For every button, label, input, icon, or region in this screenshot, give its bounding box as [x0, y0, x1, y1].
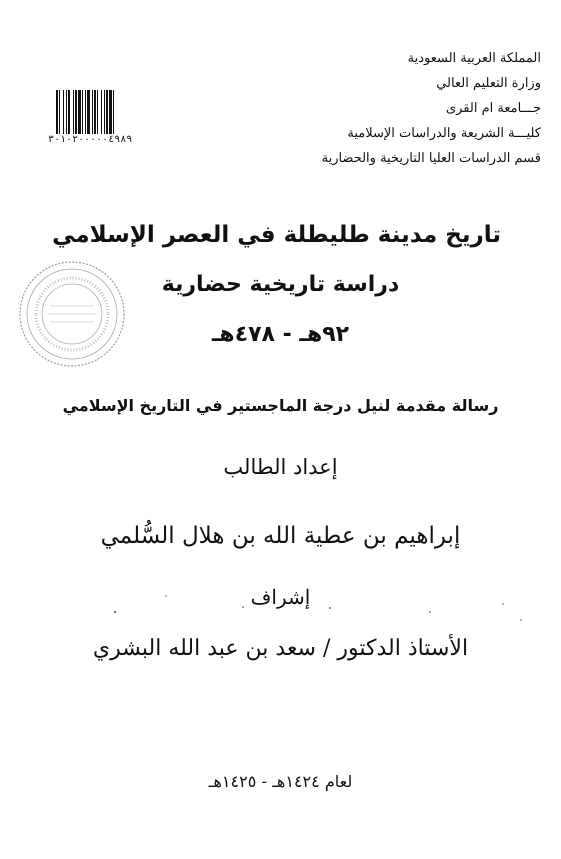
header-line-country: المملكة العربية السعودية: [407, 51, 541, 66]
barcode-bar: [78, 90, 81, 134]
header-line-university: جـــامعة ام القرى: [445, 101, 541, 116]
supervision-label: إشراف: [250, 585, 311, 609]
barcode-bar: [113, 90, 114, 134]
academic-year: لعام ١٤٢٤هـ - ١٤٢٥هـ: [208, 772, 353, 791]
student-name: إبراهيم بن عطية الله بن هلال السُّلمي: [100, 523, 461, 549]
header-line-college: كليـــة الشريعة والدراسات الإسلامية: [347, 126, 541, 141]
barcode-bar: [75, 90, 77, 134]
barcode-bar: [56, 90, 58, 134]
barcode-bar: [87, 90, 90, 134]
barcode-bar: [94, 90, 96, 134]
barcode-bar: [63, 90, 64, 134]
institution-header: [241, 46, 541, 171]
thesis-title: تاريخ مدينة طليطلة في العصر الإسلامي: [52, 222, 501, 248]
supervisor-name: الأستاذ الدكتور / سعد بن عبد الله البشري: [92, 636, 469, 661]
barcode-bar: [85, 90, 86, 134]
barcode-bar: [66, 90, 67, 134]
thesis-degree-note: رسالة مقدمة لنيل درجة الماجستير في التاريخ الإسلامي: [62, 396, 499, 415]
barcode-bar: [101, 90, 102, 134]
barcode-bar: [59, 90, 60, 134]
thesis-years: ٩٢هـ - ٤٧٨هـ: [211, 322, 350, 347]
barcode-bar: [73, 90, 74, 134]
thesis-subtitle: دراسة تاريخية حضارية: [161, 272, 400, 297]
student-label: إعداد الطالب: [223, 455, 338, 479]
header-line-ministry: وزارة التعليم العالي: [436, 76, 541, 91]
barcode-bar: [106, 90, 108, 134]
barcode-bar: [82, 90, 83, 134]
barcode-bar: [97, 90, 98, 134]
barcode-bar: [92, 90, 93, 134]
barcode: [55, 90, 155, 134]
barcode-bar: [68, 90, 70, 134]
barcode-bar: [109, 90, 112, 134]
barcode-bar: [104, 90, 105, 134]
barcode-number: ٣٠١٠٢٠٠٠٠٠٤٩٨٩: [48, 134, 133, 145]
header-line-department: قسم الدراسات العليا التاريخية والحضارية: [321, 151, 541, 166]
